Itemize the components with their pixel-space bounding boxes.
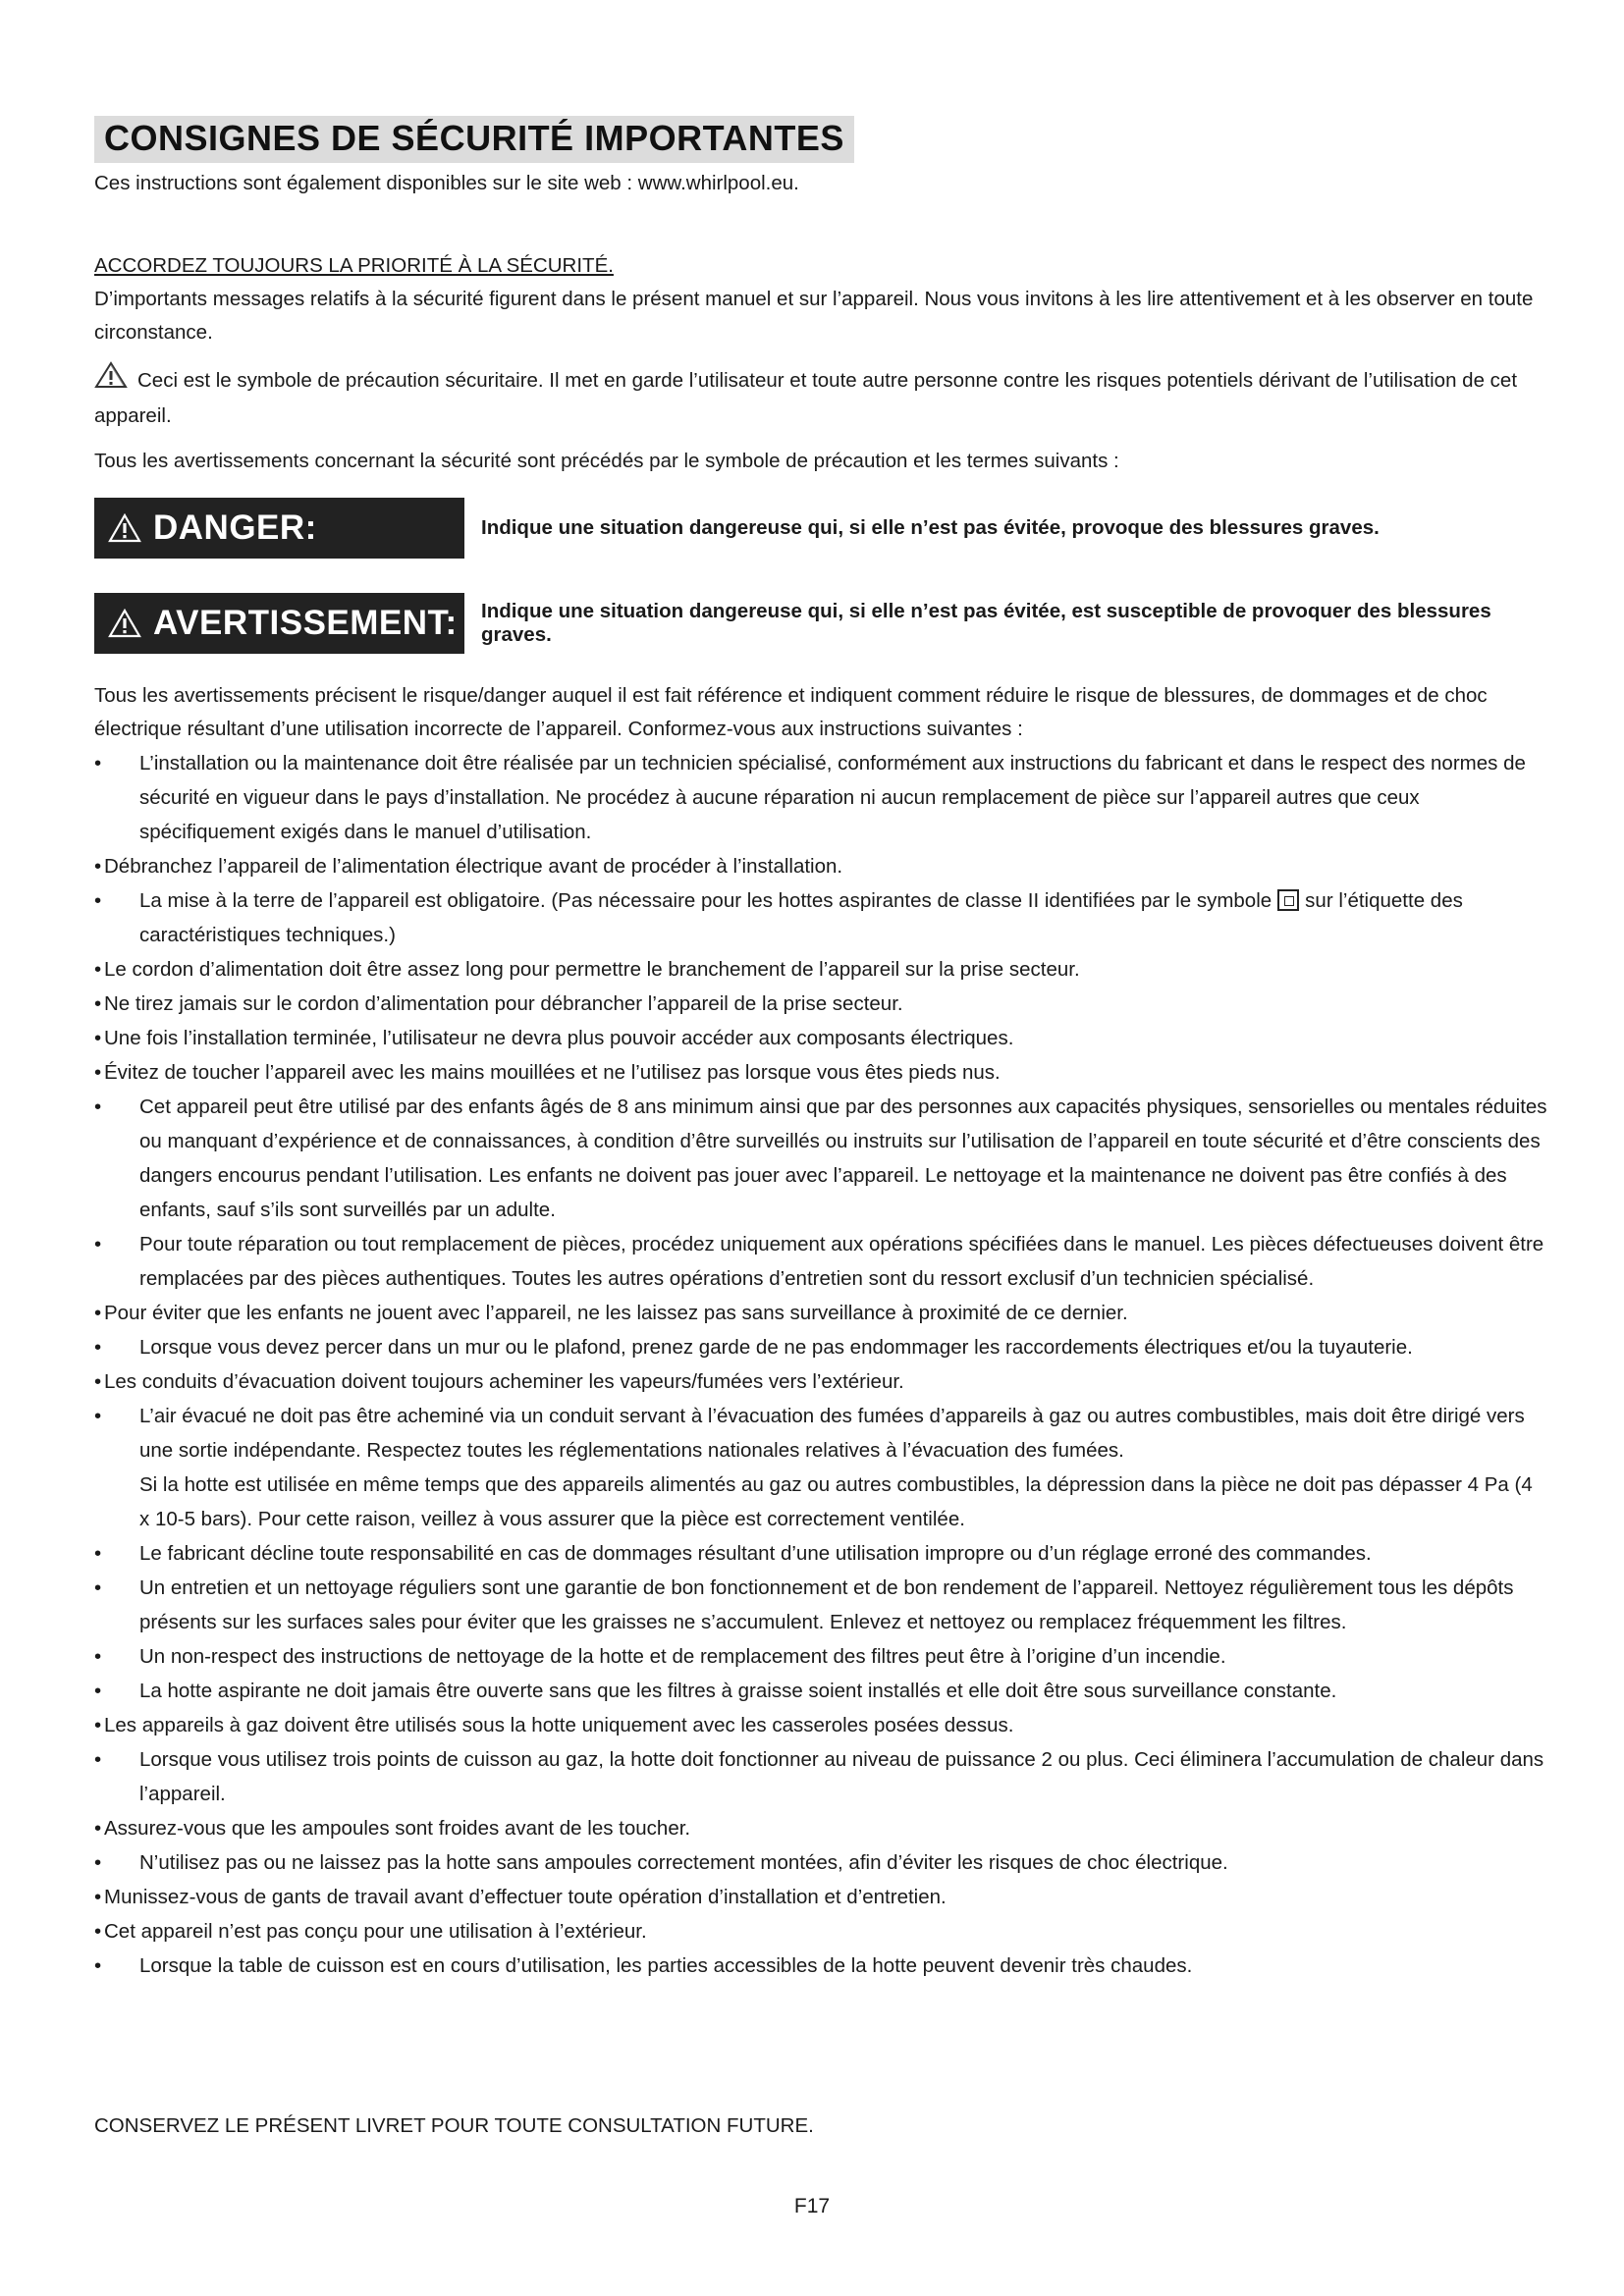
list-item: • Une fois l’installation terminée, l’utilisateur ne devra plus pouvoir accéder aux composants électriques. <box>94 1027 1014 1049</box>
list-item: • Lorsque la table de cuisson est en cours d’utilisation, les parties accessibles de la hotte peuvent devenir très chaudes. <box>94 1954 1193 1977</box>
list-item: • Cet appareil n’est pas conçu pour une utilisation à l’extérieur. <box>94 1920 647 1943</box>
danger-label: DANGER: <box>153 508 317 547</box>
warnings-intro: Tous les avertissements concernant la sécurité sont précédés par le symbole de précaution et les termes suivants : <box>94 450 1119 472</box>
priority-text: D’importants messages relatifs à la sécurité figurent dans le présent manuel et sur l’appareil. Nous vous invitons à les lire attentivement et à les observer en toute circonstance. <box>94 288 1534 344</box>
class-ii-symbol-icon <box>1277 889 1299 911</box>
list-item: • Munissez-vous de gants de travail avant d’effectuer toute opération d’installation et d’entretien. <box>94 1886 947 1908</box>
safety-rules-list <box>94 746 1547 1983</box>
list-item: • Un non-respect des instructions de nettoyage de la hotte et de remplacement des filtres peut être à l’origine d’un incendie. <box>94 1645 1226 1668</box>
list-item: • Cet appareil peut être utilisé par des enfants âgés de 8 ans minimum ainsi que par des personnes aux capacités physiques, sensorielles ou mentales réduites ou manquant d’expérience et de connaissances, à condition d’être surveillés ou instruits sur l’utilisation de l’appareil en toute sécurité et d’être conscients des dangers encourus pendant l’utilisation. Les enfants ne doivent pas jouer avec l’appareil. Le nettoyage et la maintenance ne doivent pas être confiés à des enfants, sauf s’ils sont surveillés par un adulte. <box>94 1095 1547 1221</box>
danger-text: Indique une situation dangereuse qui, si elle n’est pas évitée, provoque des blessures graves. <box>481 516 1380 539</box>
list-item: • Ne tirez jamais sur le cordon d’alimentation pour débrancher l’appareil de la prise secteur. <box>94 992 903 1015</box>
warning-row <box>94 593 1547 654</box>
page-title: CONSIGNES DE SÉCURITÉ IMPORTANTES <box>94 116 854 163</box>
list-item: • Débranchez l’appareil de l’alimentation électrique avant de procéder à l’installation. <box>94 855 843 878</box>
page-number: F17 <box>793 2195 831 2217</box>
safety-page <box>94 116 1547 1983</box>
list-item: • La hotte aspirante ne doit jamais être ouverte sans que les filtres à graisse soient installés et elle doit être sous surveillance constante. <box>94 1680 1337 1702</box>
list-item: • Pour toute réparation ou tout remplacement de pièces, procédez uniquement aux opérations spécifiées dans le manuel. Les pièces défectueuses doivent être remplacées par des pièces authentiques. Toutes les autres opérations d’entretien sont du ressort exclusif d’un technicien spécialisé. <box>94 1233 1544 1290</box>
warning-label: AVERTISSEMENT: <box>153 604 458 642</box>
list-item: • L’air évacué ne doit pas être acheminé via un conduit servant à l’évacuation des fumées d’appareils à gaz ou autres combustibles, mais doit être dirigé vers une sortie indépendante. Respectez toutes les réglementations nationales relatives à l’évacuation des fumées. Si la hotte est utilisée en même temps que des appareils alimentés au gaz ou autres combustibles, la dépression dans la pièce ne doit pas dépasser 4 Pa (4 x 10-5 bars). Pour cette raison, veillez à vous assurer que la pièce est correctement ventilée. <box>94 1405 1533 1530</box>
warning-label-box <box>94 593 464 654</box>
symbol-paragraph <box>94 361 1547 433</box>
list-item: • Évitez de toucher l’appareil avec les mains mouillées et ne l’utilisez pas lorsque vous êtes pieds nus. <box>94 1061 1001 1084</box>
warning-triangle-icon <box>108 513 141 543</box>
list-item: • La mise à la terre de l’appareil est obligatoire. (Pas nécessaire pour les hottes aspirantes de classe II identifiées par le symbole sur l’étiquette des caractéristiques techniques.) <box>94 889 1463 946</box>
list-item: • Le cordon d’alimentation doit être assez long pour permettre le branchement de l’appareil sur la prise secteur. <box>94 958 1080 981</box>
list-item: • N’utilisez pas ou ne laissez pas la hotte sans ampoules correctement montées, afin d’éviter les risques de choc électrique. <box>94 1851 1228 1874</box>
list-item: • L’installation ou la maintenance doit être réalisée par un technicien spécialisé, conformément aux instructions du fabricant et dans le respect des normes de sécurité en vigueur dans le pays d’installation. Ne procédez à aucune réparation ni aucun remplacement de pièce sur l’appareil autres que ceux spécifiquement exigés dans le manuel d’utilisation. <box>94 752 1526 843</box>
priority-heading: ACCORDEZ TOUJOURS LA PRIORITÉ À LA SÉCURITÉ. <box>94 254 614 277</box>
intro-text: Ces instructions sont également disponibles sur le site web : www.whirlpool.eu. <box>94 172 799 194</box>
list-item: • Les conduits d’évacuation doivent toujours acheminer les vapeurs/fumées vers l’extérieur. <box>94 1370 904 1393</box>
list-item: • Un entretien et un nettoyage réguliers sont une garantie de bon fonctionnement et de bon rendement de l’appareil. Nettoyez régulièrement tous les dépôts présents sur les surfaces sales pour éviter que les graisses ne s’accumulent. Enlevez et nettoyez ou remplacez fréquemment les filtres. <box>94 1576 1514 1633</box>
rules-intro: Tous les avertissements précisent le risque/danger auquel il est fait référence et indiquent comment réduire le risque de blessures, de dommages et de choc électrique résultant d’une utilisation incorrecte de l’appareil. Conformez-vous aux instructions suivantes : <box>94 684 1488 740</box>
danger-label-box <box>94 498 464 559</box>
warning-triangle-icon <box>94 361 128 400</box>
warning-triangle-icon <box>108 609 141 638</box>
list-item: • Assurez-vous que les ampoules sont froides avant de les toucher. <box>94 1817 691 1840</box>
symbol-text: Ceci est le symbole de précaution sécuritaire. Il met en garde l’utilisateur et toute autre personne contre les risques potentiels dérivant de l’utilisation de cet appareil. <box>94 369 1518 427</box>
list-item: • Pour éviter que les enfants ne jouent avec l’appareil, ne les laissez pas sans surveillance à proximité de ce dernier. <box>94 1302 1128 1324</box>
list-item: • Lorsque vous utilisez trois points de cuisson au gaz, la hotte doit fonctionner au niveau de puissance 2 ou plus. Ceci éliminera l’accumulation de chaleur dans l’appareil. <box>94 1748 1544 1805</box>
list-item: • Le fabricant décline toute responsabilité en cas de dommages résultant d’une utilisation impropre ou d’un réglage erroné des commandes. <box>94 1542 1372 1565</box>
conserve-notice: CONSERVEZ LE PRÉSENT LIVRET POUR TOUTE CONSULTATION FUTURE. <box>94 2114 814 2137</box>
warning-text: Indique une situation dangereuse qui, si elle n’est pas évitée, est susceptible de provoquer des blessures graves. <box>481 600 1491 646</box>
list-item: • Lorsque vous devez percer dans un mur ou le plafond, prenez garde de ne pas endommager les raccordements électriques et/ou la tuyauterie. <box>94 1336 1413 1359</box>
danger-row <box>94 498 1547 559</box>
list-item: • Les appareils à gaz doivent être utilisés sous la hotte uniquement avec les casseroles posées dessus. <box>94 1714 1014 1736</box>
